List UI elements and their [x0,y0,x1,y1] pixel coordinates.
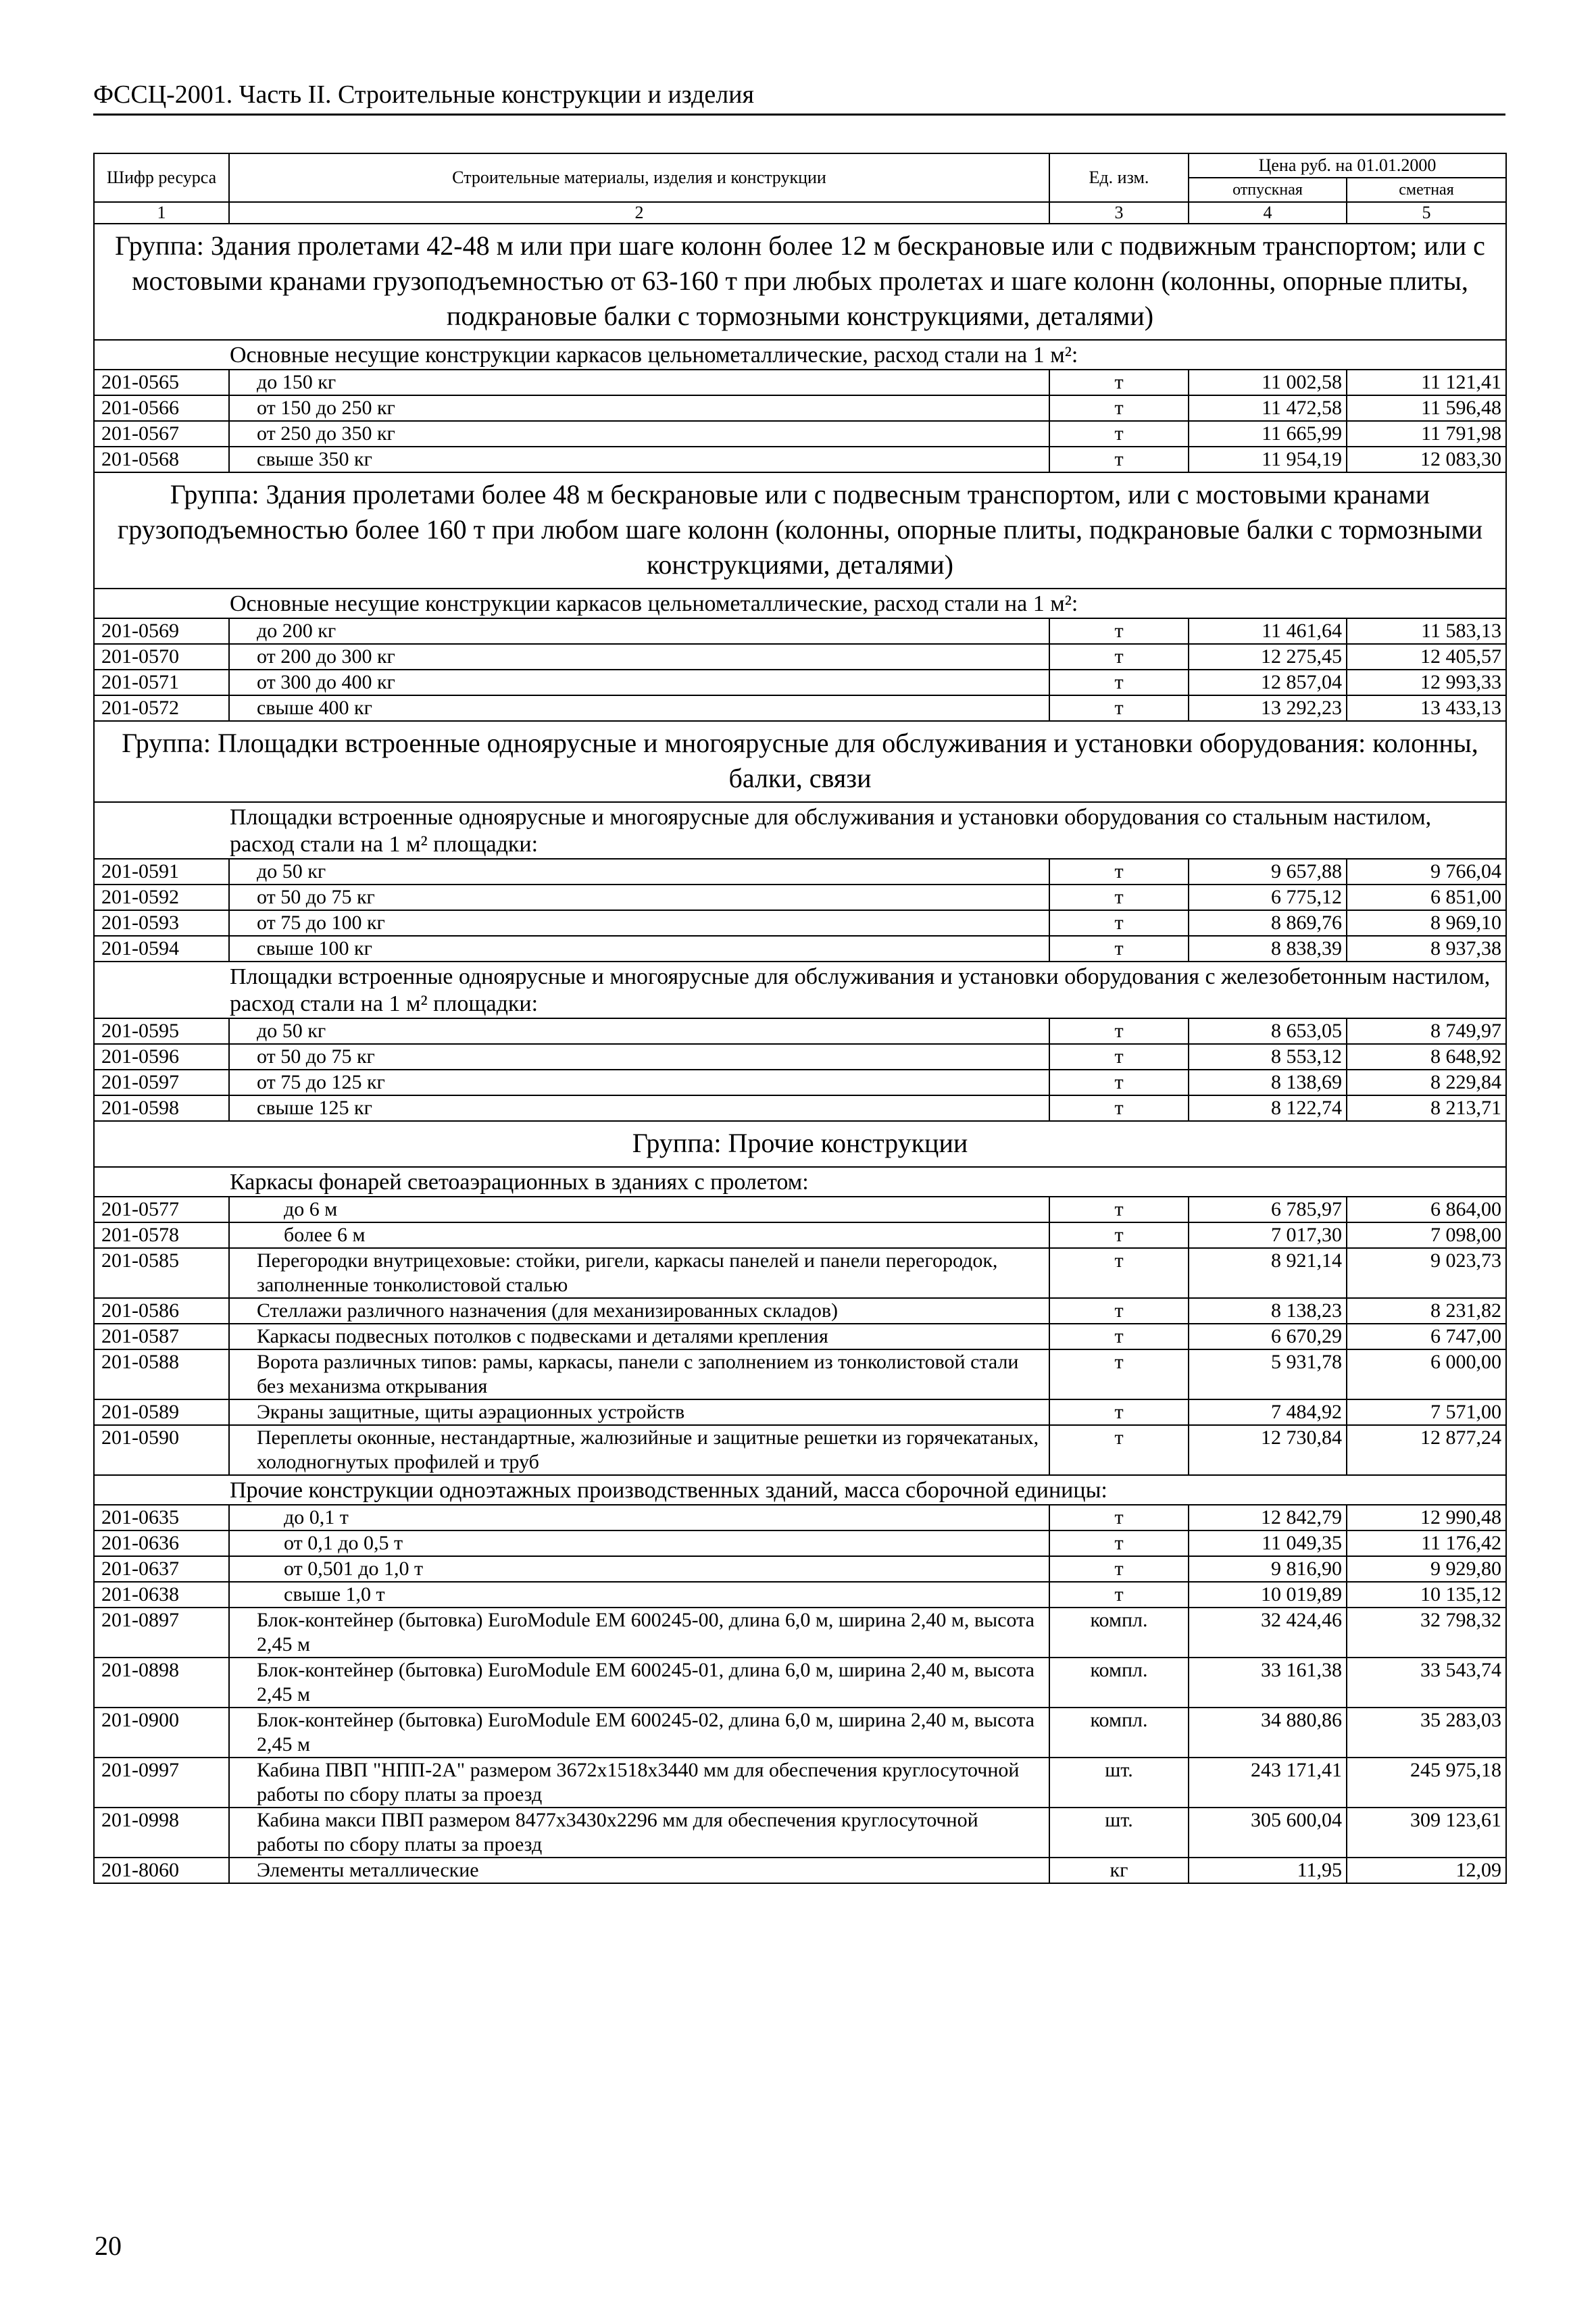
unit-of-measure: компл. [1049,1658,1189,1708]
item-name: до 150 кг [229,370,1049,395]
unit-of-measure: т [1049,1248,1189,1298]
table-row [94,1708,1506,1758]
resource-code: 201-0570 [94,644,229,670]
table-row [94,1425,1506,1475]
table-row [94,1018,1506,1044]
estimate-price: 8 749,97 [1347,1018,1506,1044]
release-price: 12 730,84 [1189,1425,1347,1475]
table-row [94,421,1506,447]
unit-of-measure: т [1049,421,1189,447]
unit-of-measure: кг [1049,1858,1189,1883]
release-price: 8 122,74 [1189,1095,1347,1121]
col-header-name: Строительные материалы, изделия и конструкции [229,153,1049,202]
estimate-price: 6 747,00 [1347,1324,1506,1349]
estimate-price: 7 571,00 [1347,1399,1506,1425]
price-table [93,153,1507,1884]
estimate-price: 8 229,84 [1347,1070,1506,1095]
estimate-price: 11 583,13 [1347,618,1506,644]
estimate-price: 33 543,74 [1347,1658,1506,1708]
table-row [94,859,1506,885]
table-row [94,885,1506,910]
table-row [94,1858,1506,1883]
item-name: свыше 125 кг [229,1095,1049,1121]
unit-of-measure: т [1049,618,1189,644]
item-name: от 200 до 300 кг [229,644,1049,670]
table-row [94,618,1506,644]
release-price: 11 954,19 [1189,447,1347,472]
group-heading-row [94,224,1506,340]
estimate-price: 11 791,98 [1347,421,1506,447]
release-price: 7 017,30 [1189,1222,1347,1248]
resource-code: 201-0590 [94,1425,229,1475]
release-price: 243 171,41 [1189,1758,1347,1808]
table-row [94,1530,1506,1556]
column-numbers-row [94,202,1506,224]
section-heading: Основные несущие конструкции каркасов цельнометаллические, расход стали на 1 м²: [94,340,1506,370]
resource-code: 201-0578 [94,1222,229,1248]
resource-code: 201-0567 [94,421,229,447]
release-price: 33 161,38 [1189,1658,1347,1708]
col-number: 4 [1189,202,1347,224]
item-name: от 75 до 100 кг [229,910,1049,936]
col-header-estimate: сметная [1347,178,1506,202]
section-heading-row [94,802,1506,859]
estimate-price: 10 135,12 [1347,1582,1506,1608]
section-heading: Каркасы фонарей светоаэрационных в зданиях с пролетом: [94,1167,1506,1197]
resource-code: 201-0997 [94,1758,229,1808]
estimate-price: 8 231,82 [1347,1298,1506,1324]
estimate-price: 9 929,80 [1347,1556,1506,1582]
resource-code: 201-0593 [94,910,229,936]
resource-code: 201-0587 [94,1324,229,1349]
table-row [94,1044,1506,1070]
estimate-price: 35 283,03 [1347,1708,1506,1758]
estimate-price: 6 864,00 [1347,1197,1506,1222]
item-name: до 6 м [229,1197,1049,1222]
unit-of-measure: т [1049,1197,1189,1222]
resource-code: 201-0597 [94,1070,229,1095]
col-number: 5 [1347,202,1506,224]
resource-code: 201-0572 [94,695,229,721]
release-price: 8 869,76 [1189,910,1347,936]
estimate-price: 12 990,48 [1347,1505,1506,1530]
item-name: свыше 350 кг [229,447,1049,472]
unit-of-measure: т [1049,644,1189,670]
group-heading: Группа: Здания пролетами 42-48 м или при шаге колонн более 12 м бескрановые или с подвижным транспортом; или с мостовыми кранами грузоподъемностью от 63-160 т при любых пролетах и шаге колонн (колонны, опорные плиты, подкрановые балки с тормозными конструкциями, деталями) [94,224,1506,340]
unit-of-measure: т [1049,1324,1189,1349]
item-name: свыше 100 кг [229,936,1049,962]
estimate-price: 8 648,92 [1347,1044,1506,1070]
item-name: от 75 до 125 кг [229,1070,1049,1095]
item-name: Перегородки внутрицеховые: стойки, ригели, каркасы панелей и панели перегородок, заполненные тонколистовой сталью [229,1248,1049,1298]
table-row [94,936,1506,962]
estimate-price: 9 023,73 [1347,1248,1506,1298]
table-row [94,1070,1506,1095]
item-name: Кабина макси ПВП размером 8477х3430х2296 мм для обеспечения круглосуточной работы по сбору платы за проезд [229,1808,1049,1858]
section-heading: Прочие конструкции одноэтажных производственных зданий, масса сборочной единицы: [94,1475,1506,1505]
col-header-price: Цена руб. на 01.01.2000 [1189,153,1506,178]
release-price: 8 838,39 [1189,936,1347,962]
table-row [94,1556,1506,1582]
resource-code: 201-8060 [94,1858,229,1883]
estimate-price: 12,09 [1347,1858,1506,1883]
item-name: Переплеты оконные, нестандартные, жалюзийные и защитные решетки из горячекатаных, холодногнутых профилей и труб [229,1425,1049,1475]
resource-code: 201-0900 [94,1708,229,1758]
resource-code: 201-0998 [94,1808,229,1858]
table-row [94,1582,1506,1608]
unit-of-measure: т [1049,910,1189,936]
estimate-price: 13 433,13 [1347,695,1506,721]
release-price: 11 002,58 [1189,370,1347,395]
item-name: до 50 кг [229,1018,1049,1044]
release-price: 6 670,29 [1189,1324,1347,1349]
item-name: Экраны защитные, щиты аэрационных устройств [229,1399,1049,1425]
col-number: 1 [94,202,229,224]
section-heading: Площадки встроенные одноярусные и многоярусные для обслуживания и установки оборудования с железобетонным настилом, расход стали на 1 м² площадки: [94,962,1506,1018]
col-number: 2 [229,202,1049,224]
release-price: 11 472,58 [1189,395,1347,421]
estimate-price: 12 877,24 [1347,1425,1506,1475]
table-row [94,1324,1506,1349]
resource-code: 201-0565 [94,370,229,395]
table-row [94,1095,1506,1121]
resource-code: 201-0897 [94,1608,229,1658]
release-price: 12 842,79 [1189,1505,1347,1530]
release-price: 305 600,04 [1189,1808,1347,1858]
estimate-price: 12 993,33 [1347,670,1506,695]
item-name: от 50 до 75 кг [229,885,1049,910]
group-heading: Группа: Площадки встроенные одноярусные и многоярусные для обслуживания и установки оборудования: колонны, балки, связи [94,721,1506,802]
item-name: свыше 400 кг [229,695,1049,721]
estimate-price: 11 596,48 [1347,395,1506,421]
item-name: до 50 кг [229,859,1049,885]
table-row [94,1658,1506,1708]
unit-of-measure: т [1049,1505,1189,1530]
col-number: 3 [1049,202,1189,224]
release-price: 8 138,69 [1189,1070,1347,1095]
release-price: 8 653,05 [1189,1018,1347,1044]
unit-of-measure: т [1049,670,1189,695]
table-row [94,1248,1506,1298]
table-row [94,644,1506,670]
resource-code: 201-0586 [94,1298,229,1324]
estimate-price: 12 405,57 [1347,644,1506,670]
release-price: 11,95 [1189,1858,1347,1883]
item-name: Каркасы подвесных потолков с подвесками и деталями крепления [229,1324,1049,1349]
col-header-unit: Ед. изм. [1049,153,1189,202]
unit-of-measure: т [1049,1070,1189,1095]
release-price: 9 816,90 [1189,1556,1347,1582]
item-name: Кабина ПВП "НПП-2А" размером 3672х1518х3440 мм для обеспечения круглосуточной работы по сбору платы за проезд [229,1758,1049,1808]
table-row [94,1608,1506,1658]
release-price: 34 880,86 [1189,1708,1347,1758]
unit-of-measure: т [1049,1018,1189,1044]
release-price: 13 292,23 [1189,695,1347,721]
table-header-row [94,153,1506,178]
resource-code: 201-0566 [94,395,229,421]
estimate-price: 8 213,71 [1347,1095,1506,1121]
section-heading-row [94,589,1506,618]
item-name: от 300 до 400 кг [229,670,1049,695]
release-price: 8 921,14 [1189,1248,1347,1298]
item-name: Элементы металлические [229,1858,1049,1883]
unit-of-measure: т [1049,1222,1189,1248]
resource-code: 201-0571 [94,670,229,695]
col-header-release: отпускная [1189,178,1347,202]
unit-of-measure: т [1049,936,1189,962]
table-row [94,1758,1506,1808]
resource-code: 201-0569 [94,618,229,644]
estimate-price: 11 121,41 [1347,370,1506,395]
document-header: ФССЦ-2001. Часть II. Строительные конструкции и изделия [93,80,1505,116]
unit-of-measure: т [1049,447,1189,472]
release-price: 12 857,04 [1189,670,1347,695]
unit-of-measure: компл. [1049,1608,1189,1658]
release-price: 11 665,99 [1189,421,1347,447]
unit-of-measure: шт. [1049,1758,1189,1808]
unit-of-measure: т [1049,1044,1189,1070]
item-name: Блок-контейнер (бытовка) EuroModule ЕМ 600245-00, длина 6,0 м, ширина 2,40 м, высота 2,45 м [229,1608,1049,1658]
col-header-code: Шифр ресурса [94,153,229,202]
release-price: 11 049,35 [1189,1530,1347,1556]
section-heading-row [94,1475,1506,1505]
page-number: 20 [95,2231,122,2261]
unit-of-measure: т [1049,1530,1189,1556]
item-name: до 200 кг [229,618,1049,644]
release-price: 5 931,78 [1189,1349,1347,1399]
table-row [94,1298,1506,1324]
unit-of-measure: т [1049,370,1189,395]
item-name: свыше 1,0 т [229,1582,1049,1608]
release-price: 9 657,88 [1189,859,1347,885]
release-price: 7 484,92 [1189,1399,1347,1425]
unit-of-measure: т [1049,885,1189,910]
unit-of-measure: компл. [1049,1708,1189,1758]
table-row [94,1197,1506,1222]
item-name: от 0,501 до 1,0 т [229,1556,1049,1582]
release-price: 10 019,89 [1189,1582,1347,1608]
group-heading-row [94,472,1506,589]
resource-code: 201-0638 [94,1582,229,1608]
item-name: от 0,1 до 0,5 т [229,1530,1049,1556]
estimate-price: 309 123,61 [1347,1808,1506,1858]
estimate-price: 6 000,00 [1347,1349,1506,1399]
resource-code: 201-0898 [94,1658,229,1708]
section-heading: Площадки встроенные одноярусные и многоярусные для обслуживания и установки оборудования со стальным настилом, расход стали на 1 м² площадки: [94,802,1506,859]
estimate-price: 8 937,38 [1347,936,1506,962]
section-heading: Основные несущие конструкции каркасов цельнометаллические, расход стали на 1 м²: [94,589,1506,618]
group-heading: Группа: Прочие конструкции [94,1121,1506,1167]
release-price: 11 461,64 [1189,618,1347,644]
unit-of-measure: т [1049,1399,1189,1425]
resource-code: 201-0591 [94,859,229,885]
estimate-price: 32 798,32 [1347,1608,1506,1658]
group-heading: Группа: Здания пролетами более 48 м бескрановые или с подвесным транспортом, или с мостовыми кранами грузоподъемностью более 160 т при любом шаге колонн (колонны, опорные плиты, подкрановые балки с тормозными конструкциями, деталями) [94,472,1506,589]
table-row [94,1349,1506,1399]
unit-of-measure: т [1049,1582,1189,1608]
release-price: 6 775,12 [1189,885,1347,910]
unit-of-measure: т [1049,695,1189,721]
item-name: до 0,1 т [229,1505,1049,1530]
estimate-price: 6 851,00 [1347,885,1506,910]
estimate-price: 12 083,30 [1347,447,1506,472]
estimate-price: 11 176,42 [1347,1530,1506,1556]
release-price: 32 424,46 [1189,1608,1347,1658]
resource-code: 201-0589 [94,1399,229,1425]
resource-code: 201-0568 [94,447,229,472]
item-name: Блок-контейнер (бытовка) EuroModule ЕМ 600245-02, длина 6,0 м, ширина 2,40 м, высота 2,45 м [229,1708,1049,1758]
unit-of-measure: т [1049,1556,1189,1582]
resource-code: 201-0596 [94,1044,229,1070]
table-body [94,224,1506,1883]
estimate-price: 9 766,04 [1347,859,1506,885]
resource-code: 201-0598 [94,1095,229,1121]
item-name: более 6 м [229,1222,1049,1248]
item-name: от 50 до 75 кг [229,1044,1049,1070]
unit-of-measure: т [1049,395,1189,421]
table-row [94,1399,1506,1425]
table-row [94,447,1506,472]
unit-of-measure: т [1049,1095,1189,1121]
resource-code: 201-0585 [94,1248,229,1298]
item-name: Ворота различных типов: рамы, каркасы, панели с заполнением из тонколистовой стали без механизма открывания [229,1349,1049,1399]
resource-code: 201-0595 [94,1018,229,1044]
resource-code: 201-0636 [94,1530,229,1556]
unit-of-measure: шт. [1049,1808,1189,1858]
table-row [94,370,1506,395]
section-heading-row [94,1167,1506,1197]
item-name: от 250 до 350 кг [229,421,1049,447]
table-row [94,1505,1506,1530]
release-price: 8 553,12 [1189,1044,1347,1070]
resource-code: 201-0635 [94,1505,229,1530]
release-price: 12 275,45 [1189,644,1347,670]
unit-of-measure: т [1049,859,1189,885]
unit-of-measure: т [1049,1349,1189,1399]
estimate-price: 8 969,10 [1347,910,1506,936]
resource-code: 201-0588 [94,1349,229,1399]
group-heading-row [94,1121,1506,1167]
estimate-price: 7 098,00 [1347,1222,1506,1248]
section-heading-row [94,962,1506,1018]
estimate-price: 245 975,18 [1347,1758,1506,1808]
resource-code: 201-0594 [94,936,229,962]
release-price: 6 785,97 [1189,1197,1347,1222]
table-row [94,1808,1506,1858]
resource-code: 201-0592 [94,885,229,910]
resource-code: 201-0577 [94,1197,229,1222]
item-name: Блок-контейнер (бытовка) EuroModule ЕМ 600245-01, длина 6,0 м, ширина 2,40 м, высота 2,45 м [229,1658,1049,1708]
release-price: 8 138,23 [1189,1298,1347,1324]
item-name: от 150 до 250 кг [229,395,1049,421]
section-heading-row [94,340,1506,370]
unit-of-measure: т [1049,1425,1189,1475]
table-row [94,395,1506,421]
resource-code: 201-0637 [94,1556,229,1582]
table-row [94,695,1506,721]
table-row [94,910,1506,936]
group-heading-row [94,721,1506,802]
table-row [94,670,1506,695]
unit-of-measure: т [1049,1298,1189,1324]
table-row [94,1222,1506,1248]
item-name: Стеллажи различного назначения (для механизированных складов) [229,1298,1049,1324]
